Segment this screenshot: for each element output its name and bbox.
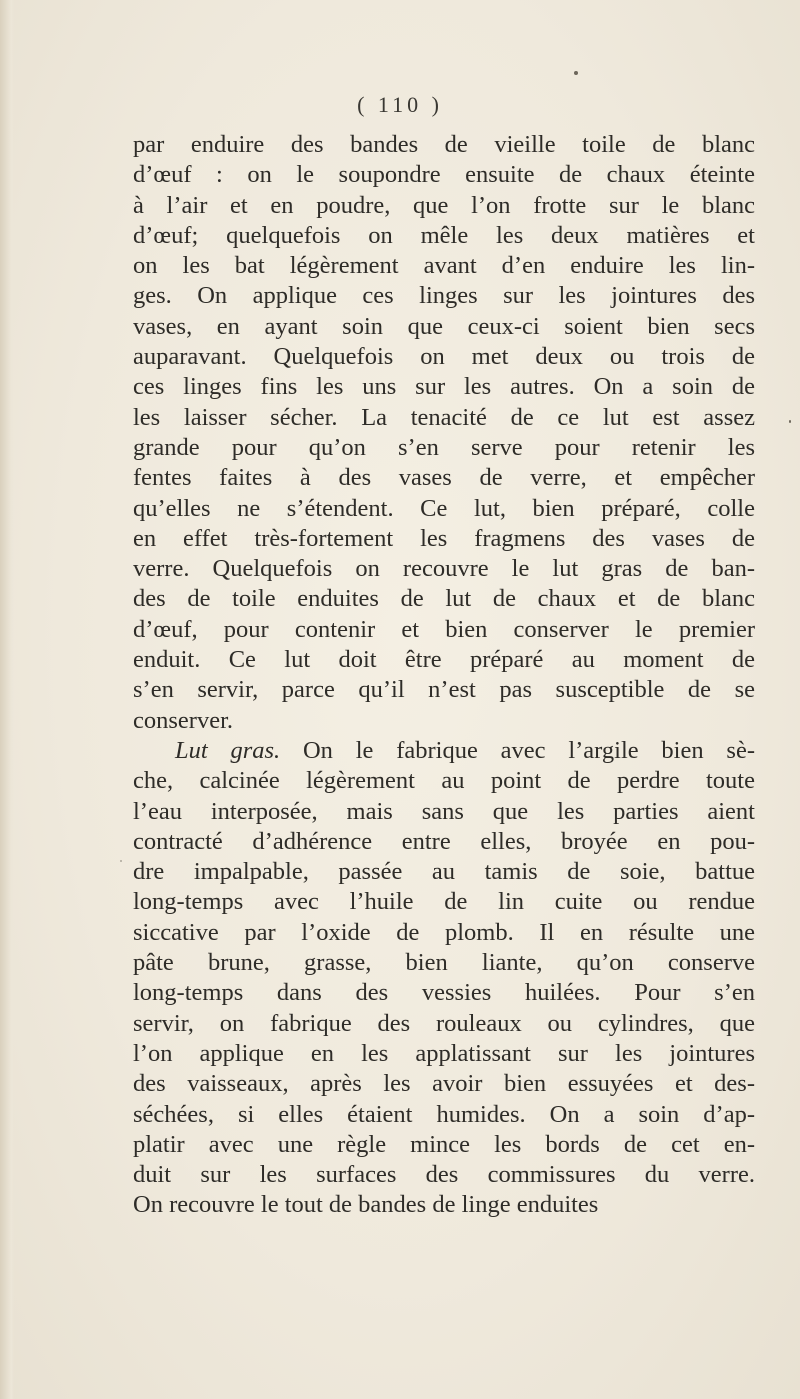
text-line: par enduire des bandes de vieille toile de blanc [133,131,755,158]
text-line: qu’elles ne s’étendent. Ce lut, bien préparé, colle [133,494,755,522]
paper-speck [789,420,791,423]
text-line: d’œuf, pour contenir et bien conserver le premier [133,615,755,643]
text-line: platir avec une règle mince les bords de cet en- [133,1130,755,1158]
text-line: s’en servir, parce qu’il n’est pas susceptible de se [133,676,755,704]
text-line: des de toile enduites de lut de chaux et de blanc [133,585,755,613]
text-line: auparavant. Quelquefois on met deux ou trois de [133,343,755,371]
paragraph-first-line [133,736,755,766]
page-number: ( 110 ) [357,92,443,117]
text-line: séchées, si elles étaient humides. On a soin d’ap- [133,1100,755,1128]
text-line: en effet très-fortement les fragmens des vases de [133,524,755,552]
text-line: contracté d’adhérence entre elles, broyée en pou- [133,827,755,855]
text-line: fentes faites à des vases de verre, et empêcher [133,464,755,492]
text-line: verre. Quelquefois on recouvre le lut gras de ban- [133,555,755,583]
page-binding-edge [0,0,14,1399]
text-line: des vaisseaux, après les avoir bien essuyées et des- [133,1070,755,1098]
text-line: l’on applique en les applatissant sur les jointures [133,1039,755,1067]
paragraph-first-line-text: On le fabrique avec l’argile bien sè- [280,736,755,764]
text-line: On recouvre le tout de bandes de linge enduites [133,1191,599,1219]
text-line: d’œuf : on le soupondre ensuite de chaux éteinte [133,161,755,189]
body-text [133,130,755,1221]
text-line: ces linges fins les uns sur les autres. On a soin de [133,373,755,401]
paper-speck [574,71,578,75]
text-line: dre impalpable, passée au tamis de soie, battue [133,858,755,886]
text-line: enduit. Ce lut doit être préparé au moment de [133,646,755,674]
paper-speck [120,860,122,862]
text-line: grande pour qu’on s’en serve pour retenir les [133,433,755,461]
text-line: on les bat légèrement avant d’en enduire les lin- [133,252,755,280]
text-line: vases, en ayant soin que ceux-ci soient bien secs [133,312,755,340]
text-line: servir, on fabrique des rouleaux ou cylindres, que [133,1009,755,1037]
text-line: duit sur les surfaces des commissures du verre. [133,1161,755,1189]
text-line: pâte brune, grasse, bien liante, qu’on conserve [133,949,755,977]
text-line: long-temps avec l’huile de lin cuite ou rendue [133,888,755,916]
text-line: l’eau interposée, mais sans que les parties aient [133,797,755,825]
text-line: long-temps dans des vessies huilées. Pour s’en [133,979,755,1007]
text-line: che, calcinée légèrement au point de perdre toute [133,767,755,795]
section-term: Lut gras. [175,736,281,764]
text-line: siccative par l’oxide de plomb. Il en résulte une [133,918,755,946]
text-line: les laisser sécher. La tenacité de ce lut est assez [133,403,755,431]
text-line: conserver. [133,706,233,734]
text-line: ges. On applique ces linges sur les jointures des [133,282,755,310]
text-line: à l’air et en poudre, que l’on frotte sur le blanc [133,191,755,219]
text-line: d’œuf; quelquefois on mêle les deux matières et [133,221,755,249]
